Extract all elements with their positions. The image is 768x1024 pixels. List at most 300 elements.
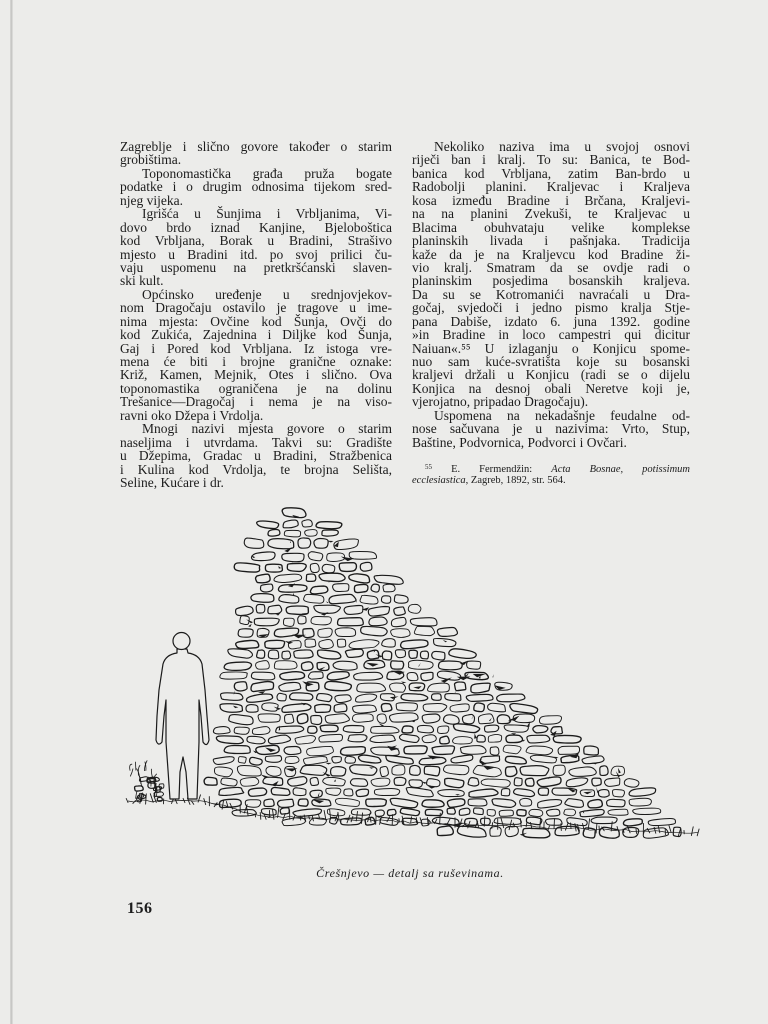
stone (308, 672, 323, 679)
text-line: »in Bradine in loco campestri qui dicitur (412, 327, 690, 343)
ground-stroke (447, 819, 450, 824)
footnote-author: E. Fermendžin: (451, 464, 533, 475)
stone (322, 564, 335, 572)
stone (285, 714, 294, 723)
right-text-column (412, 140, 690, 449)
stone (526, 746, 553, 755)
stone (427, 779, 440, 787)
figure-head (173, 633, 190, 650)
stone (374, 575, 403, 584)
crevice-shadow (334, 779, 336, 781)
stone (356, 789, 368, 796)
stone (216, 736, 243, 744)
stone (371, 584, 379, 592)
stone (263, 777, 283, 785)
ground-stroke (356, 812, 357, 821)
stone (334, 704, 347, 712)
vegetation-stroke (130, 769, 133, 777)
stone (284, 530, 300, 537)
stone-wall (204, 508, 681, 838)
stone (530, 755, 556, 763)
stone (520, 766, 549, 776)
footnote-title-continued: ecclesiastica (412, 475, 466, 486)
stone (284, 618, 295, 626)
stone (295, 736, 316, 745)
crevice-shadow (366, 663, 379, 667)
ground-stroke (440, 813, 441, 824)
stone (545, 819, 562, 826)
text-line: toponomastika ograničena je na dolinu (120, 380, 392, 396)
stone (268, 539, 294, 549)
text-line: Igrišća u Šunjima i Vrbljanima, Vi- (142, 206, 392, 222)
crevice-shadow (473, 674, 486, 677)
stone (298, 616, 306, 624)
stone (236, 640, 259, 648)
text-line: ski kult. (120, 273, 164, 289)
stone (284, 747, 301, 755)
text-line: planinskih livada i pašnjaka. Tradicija (412, 233, 690, 249)
stone (453, 737, 473, 744)
stone (404, 746, 427, 754)
text-line: grobištima. (120, 152, 182, 168)
stone (445, 778, 464, 787)
ground-stroke (175, 799, 177, 804)
stone (234, 682, 247, 691)
stone (264, 799, 274, 806)
stone (293, 788, 306, 796)
stone (315, 704, 331, 712)
stone (438, 790, 464, 797)
stone (280, 808, 289, 814)
stone (391, 617, 406, 626)
ground-stroke (596, 824, 597, 833)
stone (409, 683, 425, 691)
stone (251, 682, 274, 692)
stone (237, 766, 261, 777)
text-line: njeg vijeka. (120, 192, 183, 208)
footnote-publication: , Zagreb, 1892, str. 564. (465, 475, 566, 486)
stone (319, 734, 343, 742)
paragraph (120, 422, 392, 489)
stone (240, 777, 259, 786)
stone (492, 799, 516, 808)
stone (256, 574, 271, 583)
text-line: kod Zukića, Zajednina i Diljke kod Šunja, (120, 327, 392, 343)
stone (460, 746, 486, 755)
stone (220, 704, 243, 712)
stone (247, 694, 273, 702)
text-line: nima mjesta: Ovčine kod Šunja, Ovči do (120, 313, 392, 329)
stone (432, 746, 455, 755)
ground-stroke (278, 807, 279, 818)
stone (367, 650, 378, 659)
stone (319, 573, 345, 581)
footnote-line (412, 464, 690, 475)
stone (467, 661, 481, 669)
stone (377, 714, 386, 723)
crevice-shadow (618, 768, 621, 774)
stone (414, 626, 434, 635)
paragraph (412, 140, 690, 409)
stone (582, 756, 604, 764)
stone (400, 808, 419, 815)
stone (569, 767, 596, 776)
stone (533, 726, 548, 733)
stone (591, 817, 617, 824)
ground-stroke (150, 794, 153, 803)
stone (382, 651, 391, 660)
stone (580, 810, 604, 817)
stone (238, 757, 246, 764)
text-line: kosa između Bradine i Brčana, Kraljevi- (412, 192, 690, 208)
crevice-shadow (326, 763, 332, 765)
text-line: ravni oko Džepa i Vrdolja. (120, 407, 264, 423)
crevice-shadow (279, 725, 281, 731)
stone (505, 756, 526, 764)
stone (250, 757, 263, 765)
stone (517, 810, 526, 816)
text-line: nom Dragočaju ostavilo je tragove u ime- (120, 300, 392, 316)
ground-stroke (260, 812, 261, 819)
crevice-shadow (596, 787, 598, 793)
text-line: podatke i o drugim odnosima tijekom sred- (120, 179, 392, 195)
stone (459, 808, 470, 815)
crevice-shadow (369, 767, 374, 768)
stone (332, 757, 342, 763)
stone (529, 809, 543, 816)
text-line: Konjica na desnoj obali Neretve koji je, (412, 380, 690, 396)
crevice-shadow (290, 541, 291, 543)
stone (251, 552, 275, 561)
stone (345, 756, 356, 763)
stone (525, 778, 534, 786)
stone (381, 704, 391, 712)
stone (428, 683, 450, 692)
stone (274, 574, 302, 582)
stone (553, 735, 581, 743)
stone (350, 779, 367, 787)
crevice-shadow (248, 624, 252, 627)
stone (306, 574, 316, 581)
stone (648, 819, 675, 826)
stone (310, 586, 327, 594)
stone (390, 683, 406, 692)
stone (488, 734, 501, 742)
stone (527, 735, 550, 743)
stone (305, 530, 318, 537)
stone (338, 618, 364, 626)
stone (474, 703, 485, 712)
ground-stroke (554, 819, 555, 829)
stone (335, 695, 351, 703)
stone (394, 777, 406, 785)
stone (234, 563, 260, 572)
stone (288, 777, 307, 786)
text-line: mjesto u Bradini itd. po svoj prilici ču- (120, 246, 392, 262)
crevice-shadow (489, 718, 492, 721)
stone (380, 767, 388, 777)
stone (514, 778, 522, 786)
stone (282, 553, 304, 561)
stone (229, 715, 253, 725)
stone (514, 789, 535, 797)
stone (490, 747, 499, 755)
stone (432, 694, 442, 701)
stone (236, 606, 254, 615)
stone (505, 766, 516, 776)
crevice-shadow (548, 774, 550, 779)
text-line: i Kulina kod Vrdolja, te brojna Selišta, (120, 461, 392, 477)
stone (487, 810, 495, 817)
ground-stroke (478, 823, 479, 827)
text-line: vaju uspomenu na pretkršćanski slaven- (120, 259, 392, 275)
stone (307, 746, 334, 755)
stone (157, 797, 162, 801)
stone (329, 594, 356, 603)
stone (438, 661, 462, 670)
stone (294, 650, 313, 658)
stone (520, 798, 532, 806)
stone (268, 650, 278, 659)
text-line: vjerojatno, pripadao Dragočaju). (412, 394, 589, 410)
stone (257, 521, 279, 528)
stone (394, 607, 406, 615)
text-line: Križ, Kamen, Mejnik, Otes i slično. Ova (120, 367, 392, 383)
vegetation-stroke (151, 769, 152, 777)
text-line: Gaj i Pored kod Vrbljana. Iz istoga vre- (120, 340, 392, 356)
ground-stroke (636, 829, 637, 834)
stone (360, 595, 378, 604)
stone (629, 798, 651, 806)
text-line: gočaj, svjedoči i jedno pismo kralja Stje- (412, 300, 690, 316)
stone (588, 800, 603, 808)
stone (304, 757, 328, 765)
stone (353, 705, 377, 713)
stone (248, 788, 266, 796)
stone (317, 694, 332, 702)
crevice-shadow (474, 733, 477, 738)
text-line: Radobolji planini. Kraljevac i Kraljeva (412, 179, 690, 195)
text-line: Općinsko uređenje u srednjovjekov- (142, 286, 392, 302)
stone (333, 661, 357, 670)
stone (251, 594, 274, 603)
stone (234, 727, 249, 734)
stone (354, 584, 368, 592)
stone (369, 617, 387, 626)
crevice-shadow (413, 686, 421, 689)
stone (271, 787, 290, 795)
stone (345, 649, 363, 657)
paragraph (120, 207, 392, 288)
text-line: nose sačuvana je u nazivima: Vrto, Stup, (412, 421, 690, 437)
vegetation-stroke (130, 764, 133, 770)
stone (320, 725, 338, 732)
stone (624, 779, 639, 788)
stone (420, 651, 428, 659)
stone (286, 606, 308, 614)
crevice-shadow (427, 755, 440, 759)
stone (277, 693, 286, 700)
stone (407, 672, 418, 680)
stone (421, 672, 433, 680)
stone (343, 726, 364, 733)
stone (303, 629, 314, 638)
stone (335, 798, 359, 806)
text-line: Zagreblje i slično govore također o starim (120, 139, 392, 154)
stone (539, 716, 561, 725)
page-spine-edge (10, 0, 13, 1024)
stone (257, 650, 265, 658)
stone (260, 584, 272, 592)
stone (288, 641, 301, 649)
stone (437, 628, 457, 637)
stone (402, 726, 413, 733)
stone (386, 755, 414, 764)
stone (287, 563, 306, 571)
text-line: Naiuan«.⁵⁵ U izlaganju o Konjicu spome- (412, 340, 690, 356)
stone (422, 735, 436, 743)
stone (285, 766, 296, 776)
stone (538, 788, 548, 795)
ground-stroke (399, 819, 400, 822)
ground-stroke (427, 818, 428, 826)
stone (317, 650, 340, 659)
crevice-shadow (418, 663, 421, 667)
crevice-shadow (288, 583, 295, 587)
stone (605, 778, 620, 786)
stone (311, 616, 331, 624)
stone (327, 672, 349, 680)
stone (300, 765, 327, 775)
text-line: planinskim posjedima bosanskih kraljeva. (412, 273, 690, 289)
paragraph (120, 167, 392, 207)
stone (468, 799, 487, 806)
crevice-shadow (284, 547, 292, 552)
ground-stroke (247, 807, 249, 816)
stone (310, 790, 322, 797)
crevice-shadow (472, 715, 474, 719)
text-line: naseljima i utvrdama. Takvi su: Gradište (120, 434, 392, 450)
stone (325, 714, 349, 724)
stone (274, 661, 297, 670)
stone (481, 779, 510, 787)
stone (424, 766, 439, 776)
stone (224, 746, 250, 754)
stone (443, 715, 459, 724)
stone (506, 735, 523, 743)
stone (551, 727, 563, 734)
figure-caption: Črešnjevo — detalj sa ruševinama. (316, 866, 504, 880)
stone (381, 596, 390, 603)
stone (565, 799, 584, 808)
stone (447, 808, 455, 814)
stone (546, 809, 559, 816)
paragraph (120, 140, 392, 167)
stone (537, 777, 561, 787)
stone (584, 746, 599, 755)
ground-stroke (126, 799, 128, 803)
stone (350, 765, 377, 776)
stone (247, 736, 265, 744)
stone (366, 799, 387, 807)
stone (600, 766, 608, 776)
stone (316, 522, 342, 529)
stone (504, 725, 528, 732)
ground-stroke (411, 817, 412, 823)
ground-stroke (691, 827, 693, 836)
stone (357, 683, 386, 692)
text-line: Toponomastička građa pruža bogate (142, 165, 392, 181)
stone (314, 538, 328, 548)
text-line: Baštine, Podvornica, Podvorci i Ovčari. (412, 434, 627, 450)
text-line: Blacima obuhvataju velike komplekse (412, 219, 690, 235)
stone (623, 819, 642, 826)
footnote (412, 464, 690, 486)
stone (219, 787, 244, 795)
stone (245, 800, 260, 808)
stone (432, 651, 445, 660)
stone (499, 810, 513, 816)
stone (361, 626, 388, 635)
stone (256, 745, 279, 754)
stone (277, 799, 293, 807)
stone (422, 800, 444, 807)
stone (228, 649, 253, 658)
stone (553, 765, 565, 775)
stone (629, 788, 656, 796)
stone (349, 574, 370, 583)
stone (308, 552, 323, 561)
stone (454, 682, 465, 691)
stone (314, 605, 341, 613)
stone (322, 530, 338, 536)
stone (409, 650, 418, 658)
stone (354, 672, 383, 680)
crevice-shadow (318, 792, 320, 797)
stone (497, 694, 525, 702)
stone (503, 745, 521, 754)
stone (213, 727, 230, 734)
stone (457, 826, 486, 837)
stone (526, 817, 541, 825)
stone (408, 604, 421, 613)
text-line: Da su se Kotromanići navraćali u Dra- (412, 286, 690, 302)
crevice-shadow (493, 674, 494, 677)
stone (298, 799, 308, 806)
stone (337, 639, 345, 647)
stone (408, 660, 433, 669)
text-line: na na planini Zvekuši, te Kraljevac u (412, 206, 690, 222)
human-figure (156, 633, 209, 800)
stone (401, 694, 428, 701)
text-line: kaže da je na Kraljevcu kod Bradine ži- (412, 246, 690, 262)
stone (304, 594, 324, 603)
stone (325, 681, 352, 690)
stone (447, 799, 465, 808)
stone (279, 595, 299, 603)
stone (417, 725, 433, 732)
stone (564, 809, 576, 816)
stone (371, 726, 399, 733)
left-text-column (120, 140, 392, 489)
stone (305, 639, 316, 647)
stone (220, 672, 247, 679)
stone (348, 735, 367, 742)
stone (323, 777, 346, 786)
text-line: Uspomena na nekadašnje feudalne od- (434, 407, 690, 423)
stone (390, 798, 418, 807)
paragraph (412, 409, 690, 449)
